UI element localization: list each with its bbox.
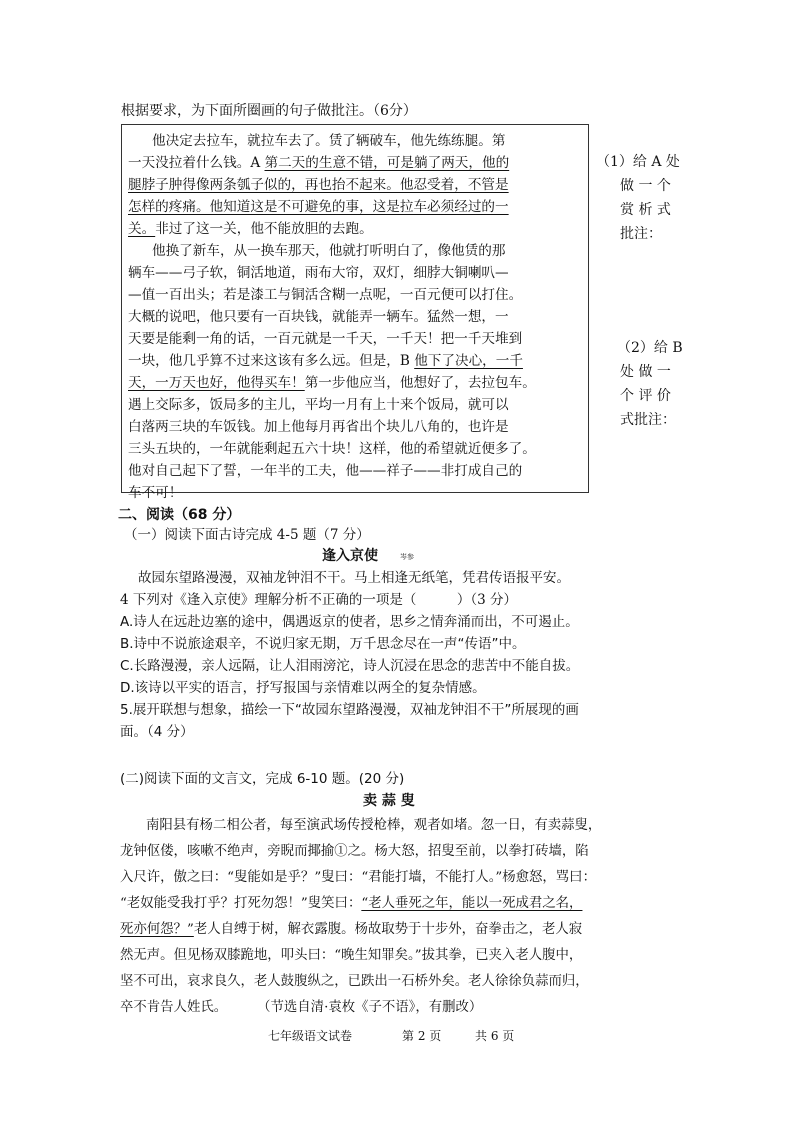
annotated-sentence-b: 天，一万天也好，他得买车！ (128, 375, 305, 391)
passage-line: 天要是能剩一角的话，一百元就是一千天，一千天！把一千天堆到 (128, 331, 523, 347)
passage-line: 车不可！ (128, 485, 183, 501)
passage-line: 他对自己起下了誓，一年半的工夫，他——祥子——非打成自己的 (128, 463, 523, 479)
section-heading: 二、阅读（68 分） (118, 507, 241, 523)
poem-author: 岑参 (400, 553, 414, 561)
annotated-sentence-a: 怎样的疼痛。他知道这是不可避免的事，这是拉车必须经过的一 (128, 199, 509, 215)
question-5: 5.展开联想与想象，描绘一下“故园东望路漫漫，双袖龙钟泪不干”所展现的画 (120, 702, 579, 718)
question-5-cont: 面。（4 分） (120, 724, 194, 740)
wenyan-line: 死亦何怨？”老人自缚于树，解衣露腹。杨故取势于十步外，奋拳击之，老人寂 (120, 922, 583, 937)
passage-line: 遇上交际多，饭局多的主儿，平均一月有上十来个饭局，就可以 (128, 397, 509, 413)
wenyan-line: 卒不肯告人姓氏。 （节选自清·袁枚《子不语》，有删改） (120, 1000, 483, 1015)
underlined-sentence: 死亦何怨？” (120, 922, 194, 937)
passage-line: 他决定去拉车，就拉车去了。赁了辆破车，他先练练腿。第 (152, 133, 506, 149)
wenyan-line: 然无声。但见杨双膝跪地，叩头曰：“晚生知罪矣。”拔其拳，已夹入老人腹中， (120, 948, 583, 963)
passage-line: 关。非过了这一关，他不能放胆的去跑。 (128, 221, 373, 237)
wenyan-line: 坚不可出，哀求良久，老人鼓腹纵之，已跌出一石桥外矣。老人徐徐负蒜而归， (120, 974, 589, 989)
passage-line: 天，一万天也好，他得买车！第一步他应当，他想好了，去拉包车。 (128, 375, 536, 391)
wenyan-line: 南阳县有杨二相公者，每至演武场传授枪棒，观者如堵。忽一日，有卖蒜叟， (146, 818, 602, 833)
q4-option-b: B.诗中不说旅途艰辛，不说归家无期，万千思念尽在一声“传语”中。 (120, 636, 526, 652)
wenyan-title: 卖 蒜 叟 (363, 793, 415, 809)
poem-text: 故园东望路漫漫，双袖龙钟泪不干。马上相逢无纸笔，凭君传语报平安。 (138, 570, 570, 586)
wenyan-line: 龙钟伛偻，咳嗽不绝声，旁睨而揶揄①之。杨大怒，招叟至前，以拳打砖墙，陷 (120, 844, 589, 859)
passage-line: —值一百出头；若是漆工与铜活含糊一点呢，一百元便可以打住。 (128, 287, 523, 303)
passage-line: 白落两三块的车饭钱。加上他每月再省出个块儿八角的，也许是 (128, 419, 509, 435)
passage-line: 三头五块的，一年就能剩起五六十块！这样，他的希望就近便多了。 (128, 441, 536, 457)
wenyan-source: （节选自清·袁枚《子不语》，有删改） (257, 1000, 483, 1015)
subsection-heading: （一）阅读下面古诗完成 4-5 题（7 分） (124, 527, 370, 543)
footer-exam: 七年级语文试卷 (268, 1029, 353, 1043)
subsection-heading: (二)阅读下面的文言文，完成 6-10 题。(20 分) (120, 771, 405, 787)
annotated-sentence-b: 他下了决心，一千 (414, 353, 523, 369)
passage-line: 大概的说吧，他只要有一百块钱，就能弄一辆车。猛然一想，一 (128, 309, 509, 325)
instruction: 根据要求，为下面所圈画的句子做批注。（6分） (121, 103, 417, 119)
passage-line: 辆车——弓子软，铜活地道，雨布大帘，双灯，细脖大铜喇叭— (128, 265, 509, 281)
passage-line: 一天没拉着什么钱。A 第二天的生意不错，可是躺了两天，他的 (128, 155, 510, 171)
footer-page: 第 2 页 (402, 1029, 442, 1043)
annotated-sentence-a: 第二天的生意不错，可是躺了两天，他的 (264, 155, 510, 171)
q4-option-a: A.诗人在远赴边塞的途中，偶遇返京的使者，思乡之情奔涌而出，不可遏止。 (120, 614, 579, 630)
q4-option-c: C.长路漫漫，亲人远隔，让人泪雨滂沱，诗人沉浸在思念的悲苦中不能自拔。 (120, 658, 580, 674)
wenyan-line: 入尺许，傲之曰：“叟能如是乎？”叟曰：“君能打墙，不能打人。”杨愈怒，骂曰： (120, 870, 596, 885)
passage-line: 一块，他几乎算不过来这该有多么远。但是，B 他下了决心，一千 (128, 353, 523, 369)
q4-option-d: D.该诗以平实的语言，抒写报国与亲情难以两全的复杂情感。 (120, 680, 486, 696)
question-4: 4 下列对《逢入京使》理解分析不正确的一项是（ ）（3 分） (120, 592, 518, 608)
poem-title: 逢入京使 (322, 548, 378, 564)
footer-total: 共 6 页 (475, 1029, 515, 1043)
underlined-sentence: “老人垂死之年，能以一死成君之名， (361, 896, 583, 911)
passage-line: 他换了新车，从一换车那天，他就打听明白了，像他赁的那 (152, 243, 506, 259)
annotated-sentence-a: 腿脖子肿得像两条瓠子似的，再也抬不起来。他忍受着，不管是 (128, 177, 509, 193)
wenyan-line: “老奴能受我打乎？打死勿怨！”叟笑曰：“老人垂死之年，能以一死成君之名， (120, 896, 583, 911)
